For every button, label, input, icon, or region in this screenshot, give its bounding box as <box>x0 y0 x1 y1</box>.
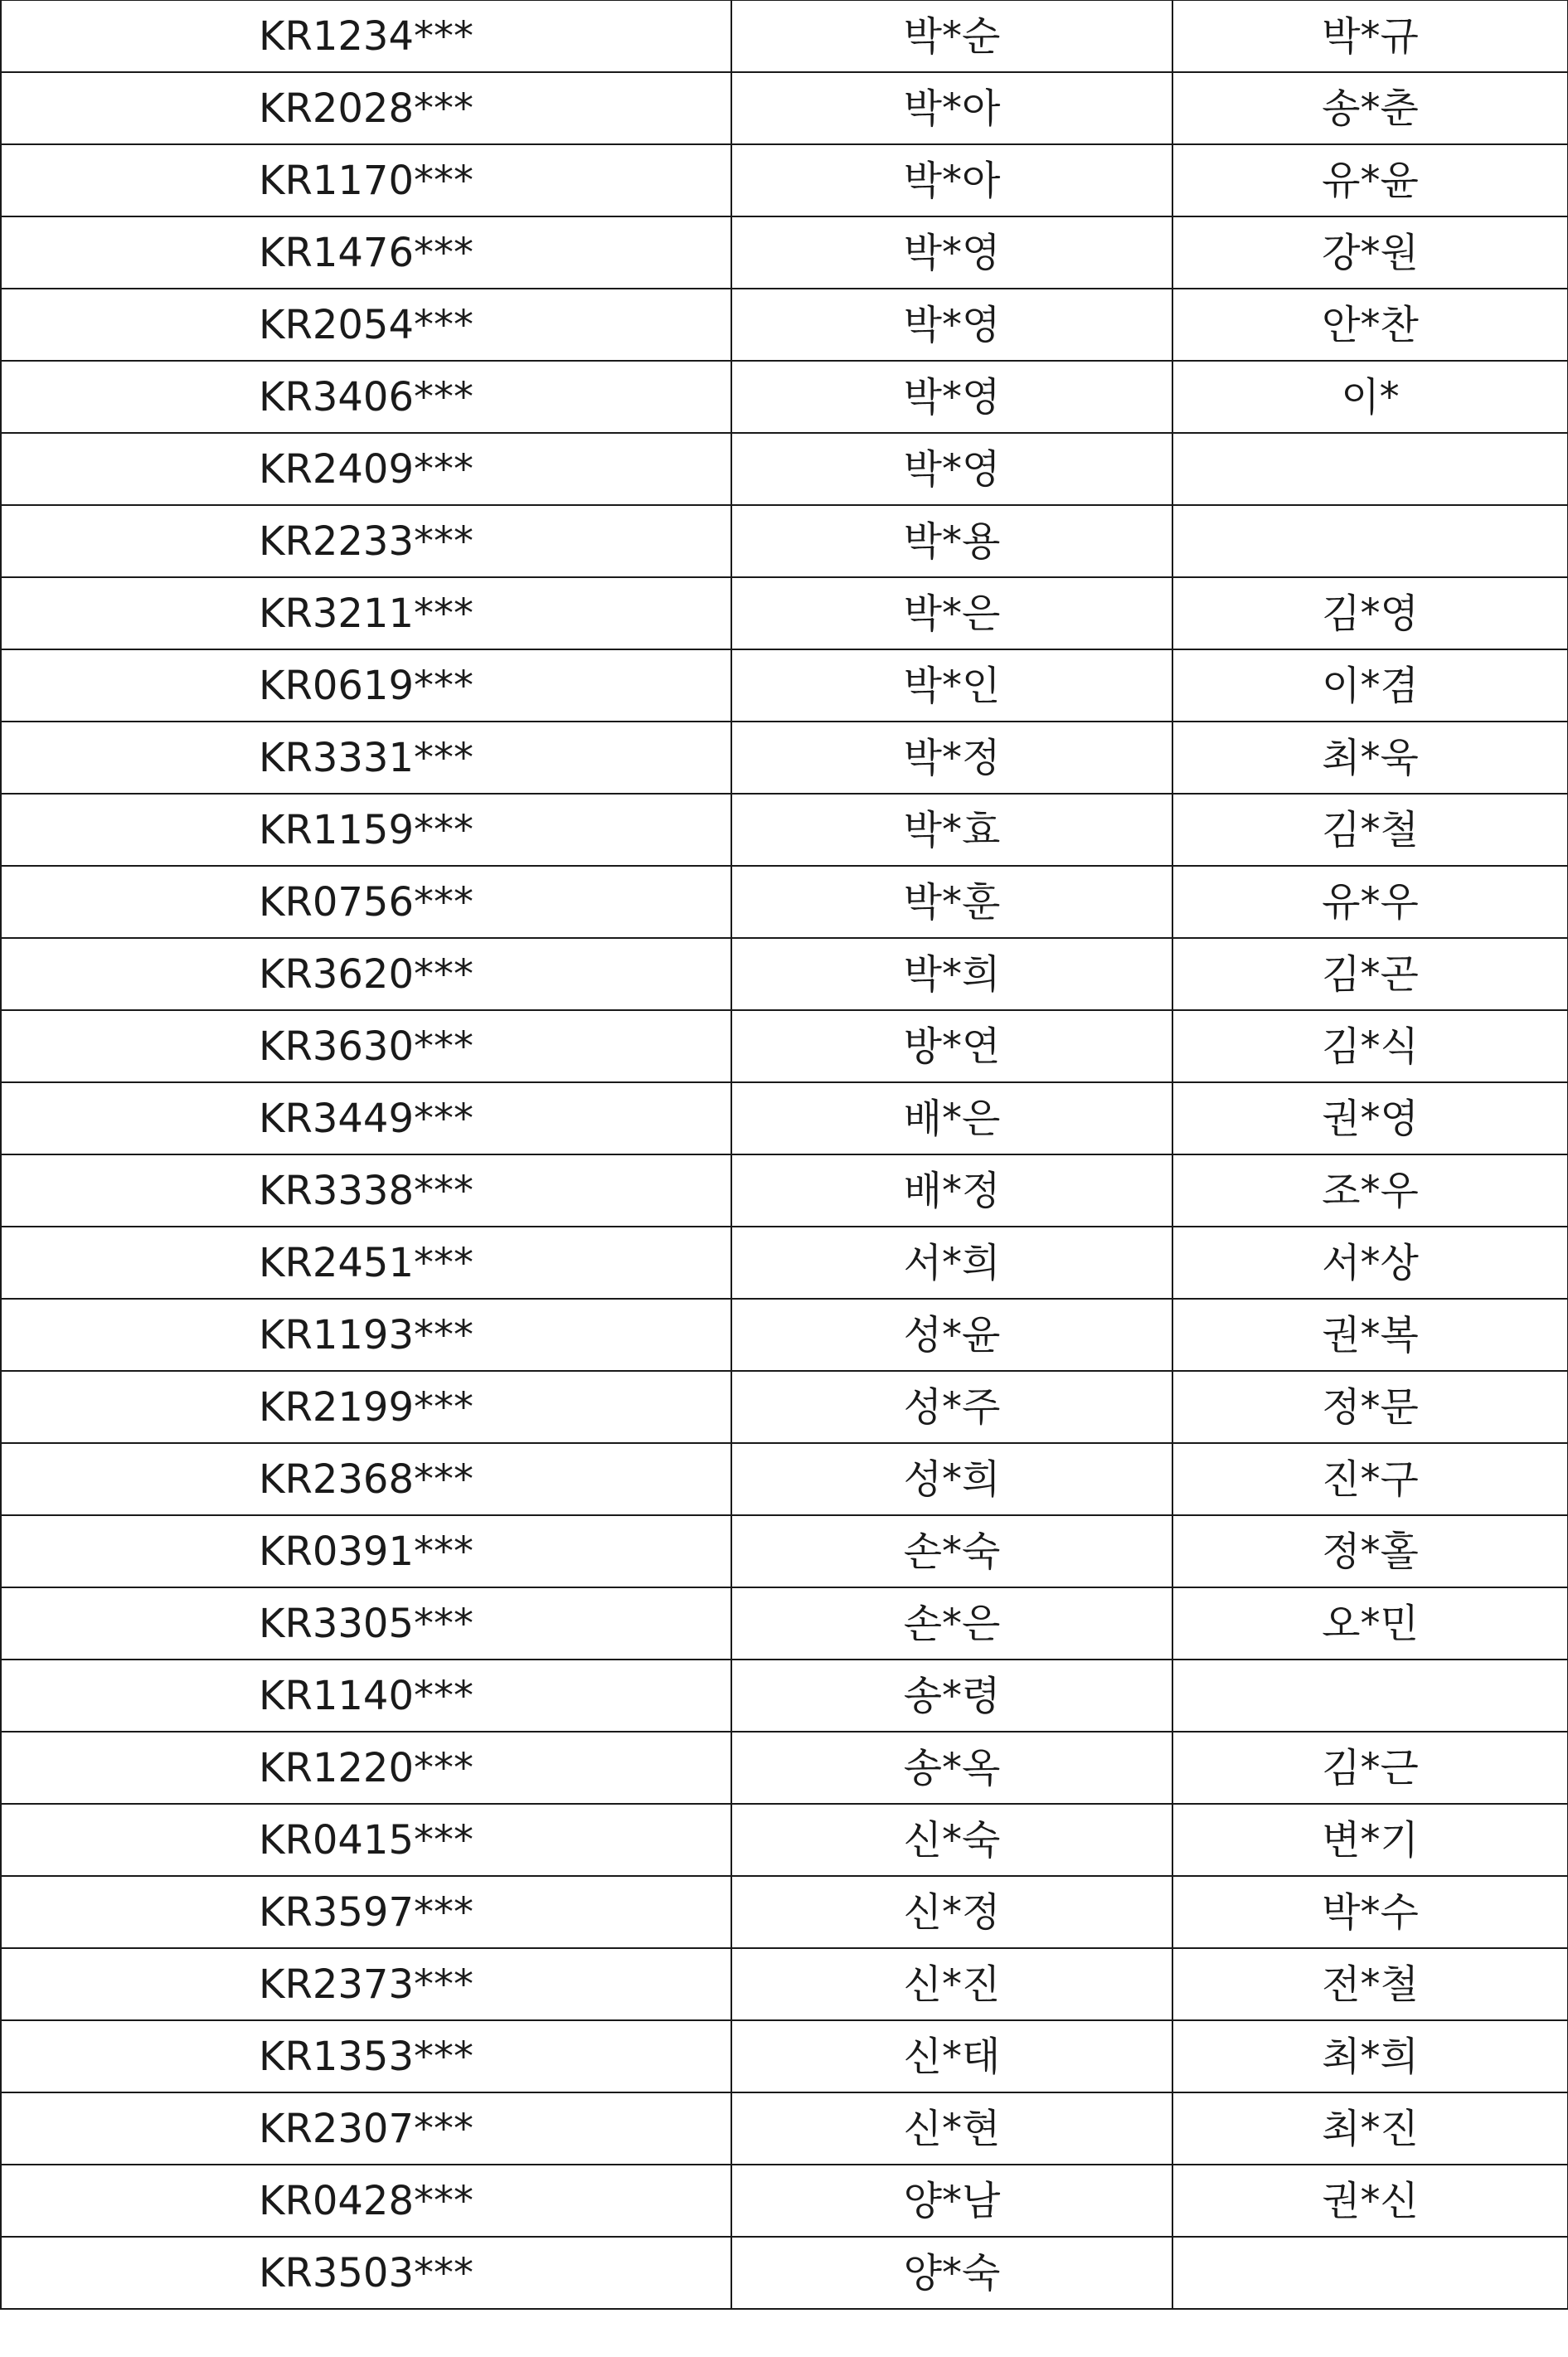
registration-id-cell: KR1234*** <box>1 0 731 72</box>
table-row <box>1 794 1568 866</box>
registration-id-cell: KR1159*** <box>1 794 731 866</box>
partner-name-cell: 김*곤 <box>1172 938 1568 1010</box>
partner-name-cell: 권*복 <box>1172 1299 1568 1371</box>
roster-table-body <box>1 0 1568 2309</box>
name-cell: 박*영 <box>731 216 1172 289</box>
registration-id-cell: KR2368*** <box>1 1443 731 1515</box>
table-row <box>1 2020 1568 2092</box>
table-row <box>1 1804 1568 1876</box>
registration-id-cell: KR2233*** <box>1 505 731 577</box>
partner-name-cell: 정*홀 <box>1172 1515 1568 1587</box>
table-row <box>1 577 1568 649</box>
registration-id-cell: KR2199*** <box>1 1371 731 1443</box>
name-cell: 신*정 <box>731 1876 1172 1948</box>
table-row <box>1 1010 1568 1082</box>
name-cell: 박*정 <box>731 722 1172 794</box>
table-row <box>1 72 1568 144</box>
name-cell: 신*진 <box>731 1948 1172 2020</box>
registration-id-cell: KR1193*** <box>1 1299 731 1371</box>
registration-id-cell: KR2409*** <box>1 433 731 505</box>
partner-name-cell: 서*상 <box>1172 1227 1568 1299</box>
partner-name-cell: 진*구 <box>1172 1443 1568 1515</box>
name-cell: 박*영 <box>731 433 1172 505</box>
registration-id-cell: KR0415*** <box>1 1804 731 1876</box>
table-row <box>1 433 1568 505</box>
registration-id-cell: KR3406*** <box>1 361 731 433</box>
table-row <box>1 1876 1568 1948</box>
partner-name-cell: 박*수 <box>1172 1876 1568 1948</box>
partner-name-cell <box>1172 2237 1568 2309</box>
name-cell: 양*남 <box>731 2165 1172 2237</box>
partner-name-cell: 이* <box>1172 361 1568 433</box>
table-row <box>1 1660 1568 1732</box>
table-row <box>1 938 1568 1010</box>
partner-name-cell: 변*기 <box>1172 1804 1568 1876</box>
partner-name-cell: 정*문 <box>1172 1371 1568 1443</box>
table-row <box>1 2237 1568 2309</box>
registration-id-cell: KR3338*** <box>1 1154 731 1227</box>
table-row <box>1 866 1568 938</box>
name-cell: 방*연 <box>731 1010 1172 1082</box>
name-cell: 박*영 <box>731 289 1172 361</box>
name-cell: 신*숙 <box>731 1804 1172 1876</box>
name-cell: 송*옥 <box>731 1732 1172 1804</box>
name-cell: 송*령 <box>731 1660 1172 1732</box>
table-row <box>1 1154 1568 1227</box>
name-cell: 성*희 <box>731 1443 1172 1515</box>
partner-name-cell: 전*철 <box>1172 1948 1568 2020</box>
table-row <box>1 505 1568 577</box>
partner-name-cell: 권*신 <box>1172 2165 1568 2237</box>
partner-name-cell: 유*윤 <box>1172 144 1568 216</box>
table-row <box>1 649 1568 722</box>
table-row <box>1 1443 1568 1515</box>
registration-id-cell: KR2451*** <box>1 1227 731 1299</box>
name-cell: 박*용 <box>731 505 1172 577</box>
registration-id-cell: KR1170*** <box>1 144 731 216</box>
name-cell: 박*훈 <box>731 866 1172 938</box>
registration-id-cell: KR1140*** <box>1 1660 731 1732</box>
name-cell: 박*영 <box>731 361 1172 433</box>
name-cell: 신*현 <box>731 2092 1172 2165</box>
name-cell: 박*아 <box>731 144 1172 216</box>
registration-id-cell: KR2307*** <box>1 2092 731 2165</box>
registration-id-cell: KR2028*** <box>1 72 731 144</box>
partner-name-cell <box>1172 433 1568 505</box>
registration-id-cell: KR1476*** <box>1 216 731 289</box>
partner-name-cell: 송*춘 <box>1172 72 1568 144</box>
partner-name-cell: 안*찬 <box>1172 289 1568 361</box>
partner-name-cell: 박*규 <box>1172 0 1568 72</box>
registration-id-cell: KR2373*** <box>1 1948 731 2020</box>
table-row <box>1 1732 1568 1804</box>
name-cell: 손*숙 <box>731 1515 1172 1587</box>
table-row <box>1 1082 1568 1154</box>
partner-name-cell <box>1172 505 1568 577</box>
table-row <box>1 2092 1568 2165</box>
partner-name-cell: 강*원 <box>1172 216 1568 289</box>
table-row <box>1 1948 1568 2020</box>
partner-name-cell: 최*희 <box>1172 2020 1568 2092</box>
table-row <box>1 144 1568 216</box>
table-row <box>1 1371 1568 1443</box>
table-row <box>1 216 1568 289</box>
partner-name-cell: 김*식 <box>1172 1010 1568 1082</box>
table-row <box>1 361 1568 433</box>
registration-id-cell: KR3449*** <box>1 1082 731 1154</box>
partner-name-cell: 오*민 <box>1172 1587 1568 1660</box>
name-cell: 성*주 <box>731 1371 1172 1443</box>
name-cell: 배*정 <box>731 1154 1172 1227</box>
name-cell: 배*은 <box>731 1082 1172 1154</box>
name-cell: 박*은 <box>731 577 1172 649</box>
table-row <box>1 722 1568 794</box>
registration-id-cell: KR3620*** <box>1 938 731 1010</box>
registration-id-cell: KR3211*** <box>1 577 731 649</box>
name-cell: 서*희 <box>731 1227 1172 1299</box>
registration-id-cell: KR2054*** <box>1 289 731 361</box>
registration-id-cell: KR1353*** <box>1 2020 731 2092</box>
partner-name-cell: 조*우 <box>1172 1154 1568 1227</box>
name-cell: 성*윤 <box>731 1299 1172 1371</box>
partner-name-cell: 김*근 <box>1172 1732 1568 1804</box>
registration-id-cell: KR0756*** <box>1 866 731 938</box>
registration-id-cell: KR3331*** <box>1 722 731 794</box>
registration-id-cell: KR0619*** <box>1 649 731 722</box>
table-row <box>1 0 1568 72</box>
registration-id-cell: KR0391*** <box>1 1515 731 1587</box>
table-row <box>1 1227 1568 1299</box>
registration-id-cell: KR3305*** <box>1 1587 731 1660</box>
name-cell: 양*숙 <box>731 2237 1172 2309</box>
table-row <box>1 2165 1568 2237</box>
partner-name-cell: 권*영 <box>1172 1082 1568 1154</box>
registration-id-cell: KR3503*** <box>1 2237 731 2309</box>
partner-name-cell: 김*영 <box>1172 577 1568 649</box>
name-cell: 박*인 <box>731 649 1172 722</box>
partner-name-cell: 최*욱 <box>1172 722 1568 794</box>
table-row <box>1 289 1568 361</box>
registration-id-cell: KR3597*** <box>1 1876 731 1948</box>
name-cell: 신*태 <box>731 2020 1172 2092</box>
name-cell: 박*아 <box>731 72 1172 144</box>
name-cell: 손*은 <box>731 1587 1172 1660</box>
name-cell: 박*순 <box>731 0 1172 72</box>
table-row <box>1 1515 1568 1587</box>
partner-name-cell: 김*철 <box>1172 794 1568 866</box>
partner-name-cell: 이*겸 <box>1172 649 1568 722</box>
registration-id-cell: KR1220*** <box>1 1732 731 1804</box>
table-row <box>1 1587 1568 1660</box>
partner-name-cell: 최*진 <box>1172 2092 1568 2165</box>
registration-id-cell: KR0428*** <box>1 2165 731 2237</box>
partner-name-cell: 유*우 <box>1172 866 1568 938</box>
registration-id-cell: KR3630*** <box>1 1010 731 1082</box>
partner-name-cell <box>1172 1660 1568 1732</box>
name-cell: 박*효 <box>731 794 1172 866</box>
name-cell: 박*희 <box>731 938 1172 1010</box>
table-row <box>1 1299 1568 1371</box>
